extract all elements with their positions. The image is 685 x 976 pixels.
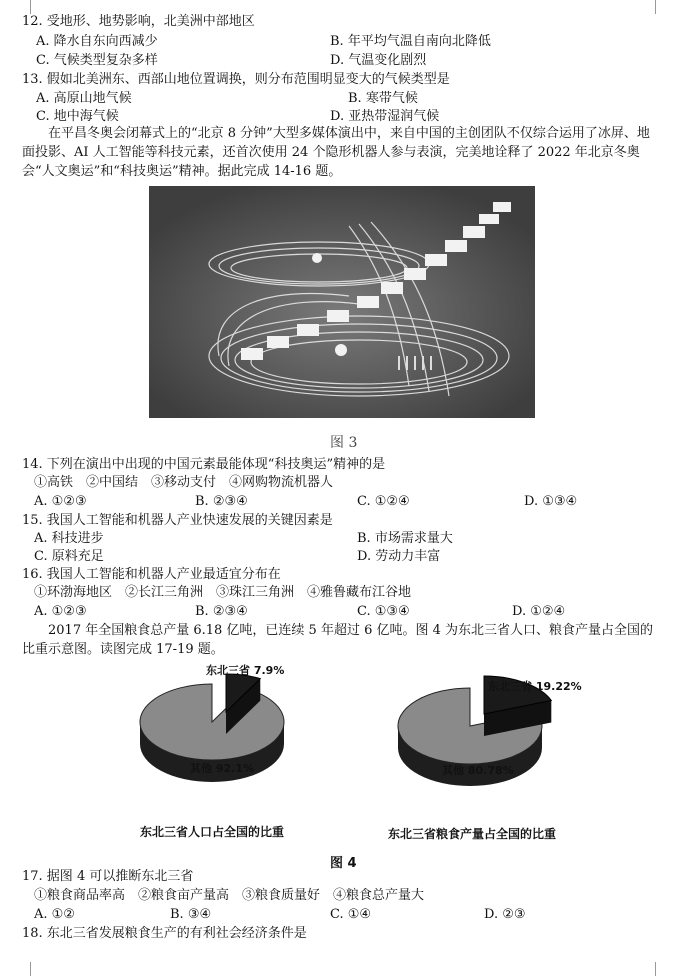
q16-option-d: D. ①②④ [512,604,566,619]
q12-option-d: D. 气温变化剧烈 [330,53,427,68]
q16-option-b: B. ②③④ [195,604,248,619]
q15-option-c: C. 原料充足 [34,549,104,564]
figure-4-charts [0,660,685,860]
q12-option-c: C. 气候类型复杂多样 [36,53,158,68]
q17-items: ①粮食商品率高 ②粮食亩产量高 ③粮食质量好 ④粮食总产量大 [34,888,425,903]
pie-0-label-northeast: 东北三省 7.9% [206,664,285,677]
q17-option-c: C. ①④ [330,907,372,922]
corner-mark-tl [16,0,31,14]
q13-option-b: B. 寒带气候 [348,91,418,106]
q17-stem: 17. 据图 4 可以推断东北三省 [22,869,194,884]
q12-option-b: B. 年平均气温自南向北降低 [330,34,491,49]
q13-option-a: A. 高原山地气候 [36,91,132,106]
q13-stem: 13. 假如北美洲东、西部山地位置调换，则分布范围明显变大的气候类型是 [22,72,450,87]
figure-4-caption: 图 4 [330,856,357,871]
q16-stem: 16. 我国人工智能和机器人产业最适宜分布在 [22,567,281,582]
q14-items: ①高铁 ②中国结 ③移动支付 ④网购物流机器人 [34,475,334,490]
q17-option-b: B. ③④ [170,907,212,922]
corner-mark-tr [655,0,670,14]
q14-option-a: A. ①②③ [34,494,87,509]
q14-option-d: D. ①③④ [524,494,578,509]
q17-option-d: D. ②③ [484,907,526,922]
q15-option-b: B. 市场需求量大 [357,531,453,546]
q16-option-c: C. ①③④ [357,604,410,619]
q16-items: ①环渤海地区 ②长江三角洲 ③珠江三角洲 ④雅鲁藏布江谷地 [34,585,412,600]
chart-title-population: 东北三省人口占全国的比重 [140,825,285,839]
figure-3-caption: 图 3 [330,435,358,451]
intro-paragraph-17-19: 2017 年全国粮食总产量 6.18 亿吨，已连续 5 年超过 6 亿吨。图 4 为东北三省人口、粮食产量占全国的比重示意图。读图完成 17-19 题。 [22,623,654,657]
pie-0-label-other: 其他 92.1% [190,762,254,775]
pie-1-label-other: 其他 80.78% [442,764,514,777]
q14-option-c: C. ①②④ [357,494,410,509]
pie-0-slice-other [140,684,284,760]
q14-option-b: B. ②③④ [195,494,248,509]
figure-3-photo [149,186,535,418]
q15-stem: 15. 我国人工智能和机器人产业快速发展的关键因素是 [22,513,333,528]
q12-option-a: A. 降水自东向西减少 [36,34,158,49]
q17-option-a: A. ①② [34,907,75,922]
corner-mark-bl [16,962,31,976]
q18-stem: 18. 东北三省发展粮食生产的有利社会经济条件是 [22,926,307,941]
q13-option-c: C. 地中海气候 [36,109,119,124]
q15-option-d: D. 劳动力丰富 [357,549,441,564]
q15-option-a: A. 科技进步 [34,531,104,546]
q12-stem: 12. 受地形、地势影响，北美洲中部地区 [22,14,255,29]
intro-paragraph-14-16: 在平昌冬奥会闭幕式上的“北京 8 分钟”大型多媒体演出中，来自中国的主创团队不仅综合运用了冰屏、地面投影、AI 人工智能等科技元素，还首次使用 24 个隐形机器人参与表演，完美地诠释了 2022 年北京冬奥会“人文奥运”和“科技奥运”精神。据此完成 14-16 题。 [22,126,650,179]
corner-mark-br [655,962,670,976]
pie-1-label-northeast: 东北三省 19.22% [488,680,582,693]
q13-option-d: D. 亚热带湿润气候 [330,109,440,124]
chart-title-grain: 东北三省粮食产量占全国的比重 [388,827,557,841]
q16-option-a: A. ①②③ [34,604,87,619]
q14-stem: 14. 下列在演出中出现的中国元素最能体现“科技奥运”精神的是 [22,457,386,472]
